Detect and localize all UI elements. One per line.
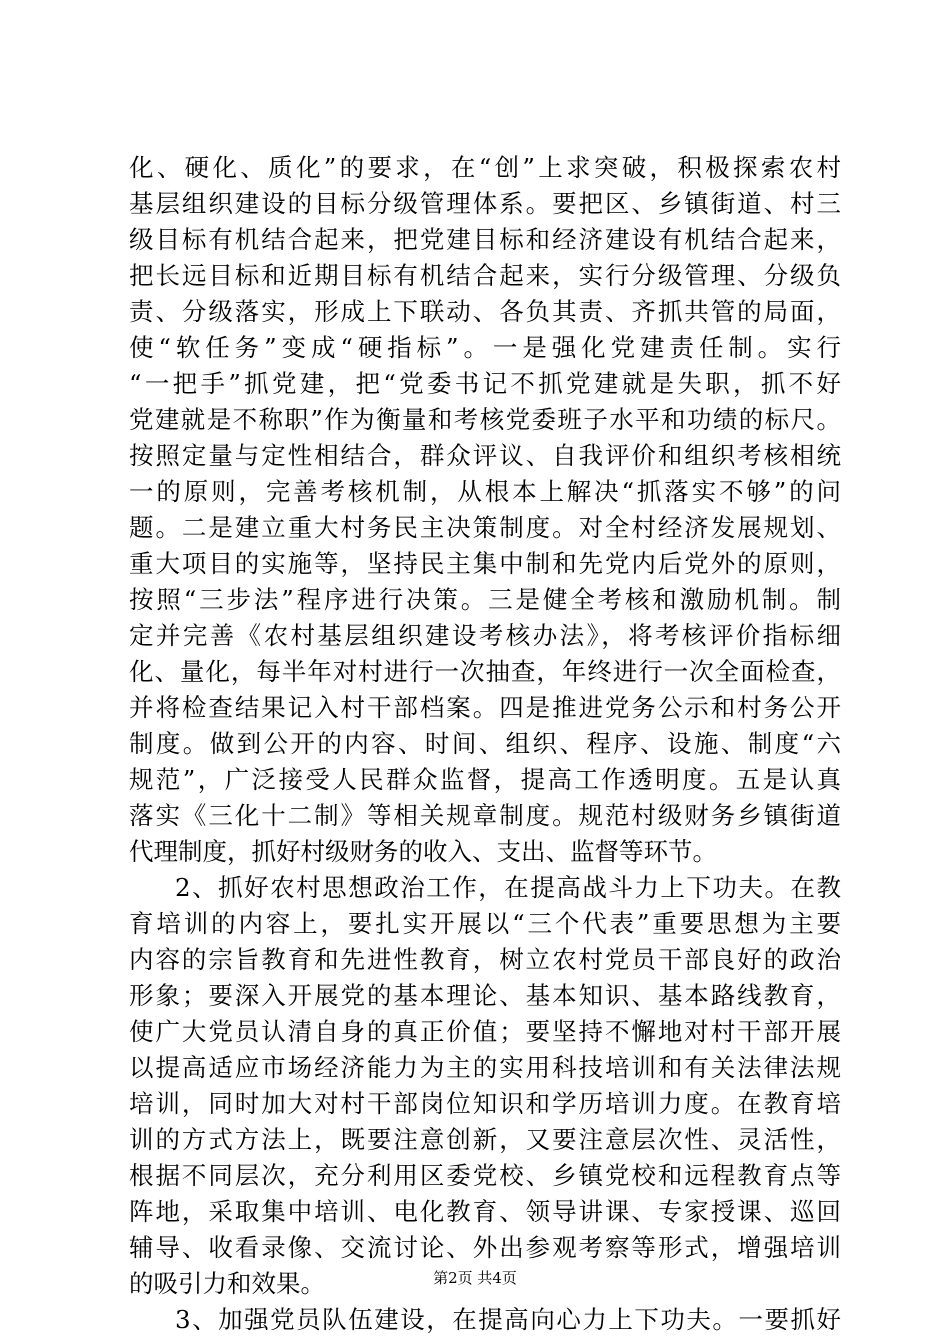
text-line: 培训，同时加大对村干部岗位知识和学历培训力度。在教育培	[129, 1089, 841, 1118]
text-line: 党建就是不称职”作为衡量和考核党委班子水平和功绩的标尺。	[129, 405, 841, 434]
text-line: 阵地，采取集中培训、电化教育、领导讲课、专家授课、巡回	[129, 1197, 841, 1226]
text-line: 代理制度，抓好村级财务的收入、支出、监督等环节。	[129, 837, 717, 866]
text-line: 一的原则，完善考核机制，从根本上解决“抓落实不够”的问	[129, 477, 841, 506]
page-footer: 第2页 共4页	[433, 1269, 517, 1287]
text-line: 内容的宗旨教育和先进性教育，树立农村党员干部良好的政治	[129, 945, 841, 974]
text-line: 落实《三化十二制》等相关规章制度。规范村级财务乡镇街道	[129, 801, 841, 830]
text-line: “一把手”抓党建，把“党委书记不抓党建就是失职，抓不好	[129, 369, 841, 398]
text-line: 的吸引力和效果。	[129, 1269, 325, 1298]
body-text	[129, 150, 841, 1338]
text-line: 使广大党员认清自身的真正价值；要坚持不懈地对村干部开展	[129, 1017, 841, 1046]
text-line: 重大项目的实施等，坚持民主集中制和先党内后党外的原则，	[129, 549, 841, 578]
text-line: 根据不同层次，充分利用区委党校、乡镇党校和远程教育点等	[129, 1161, 841, 1190]
text-line: 使“软任务”变成“硬指标”。一是强化党建责任制。实行	[129, 333, 841, 362]
text-line: 育培训的内容上，要扎实开展以“三个代表”重要思想为主要	[129, 909, 841, 938]
text-line: 按照“三步法”程序进行决策。三是健全考核和激励机制。制	[129, 585, 841, 614]
text-line: 训的方式方法上，既要注意创新，又要注意层次性、灵活性，	[129, 1125, 841, 1154]
text-line: 3、加强党员队伍建设，在提高向心力上下功夫。一要抓好	[175, 1305, 841, 1334]
text-line: 级目标有机结合起来，把党建目标和经济建设有机结合起来，	[129, 225, 841, 254]
text-line: 制度。做到公开的内容、时间、组织、程序、设施、制度“六	[129, 729, 841, 758]
text-line: 规范”，广泛接受人民群众监督，提高工作透明度。五是认真	[129, 765, 841, 794]
text-line: 形象；要深入开展党的基本理论、基本知识、基本路线教育，	[129, 981, 841, 1010]
text-line: 按照定量与定性相结合，群众评议、自我评价和组织考核相统	[129, 441, 841, 470]
text-line: 化、硬化、质化”的要求，在“创”上求突破，积极探索农村	[129, 153, 841, 182]
text-line: 辅导、收看录像、交流讨论、外出参观考察等形式，增强培训	[129, 1233, 841, 1262]
text-line: 把长远目标和近期目标有机结合起来，实行分级管理、分级负	[129, 261, 841, 290]
text-line: 以提高适应市场经济能力为主的实用科技培训和有关法律法规	[129, 1053, 841, 1082]
text-line: 责、分级落实，形成上下联动、各负其责、齐抓共管的局面，	[129, 297, 841, 326]
text-line: 基层组织建设的目标分级管理体系。要把区、乡镇街道、村三	[129, 189, 841, 218]
text-line: 定并完善《农村基层组织建设考核办法》，将考核评价指标细	[129, 621, 841, 650]
text-line: 并将检查结果记入村干部档案。四是推进党务公示和村务公开	[129, 693, 841, 722]
text-line: 题。二是建立重大村务民主决策制度。对全村经济发展规划、	[129, 513, 841, 542]
text-line: 化、量化，每半年对村进行一次抽查，年终进行一次全面检查，	[129, 657, 841, 686]
text-line: 2、抓好农村思想政治工作，在提高战斗力上下功夫。在教	[175, 873, 841, 902]
